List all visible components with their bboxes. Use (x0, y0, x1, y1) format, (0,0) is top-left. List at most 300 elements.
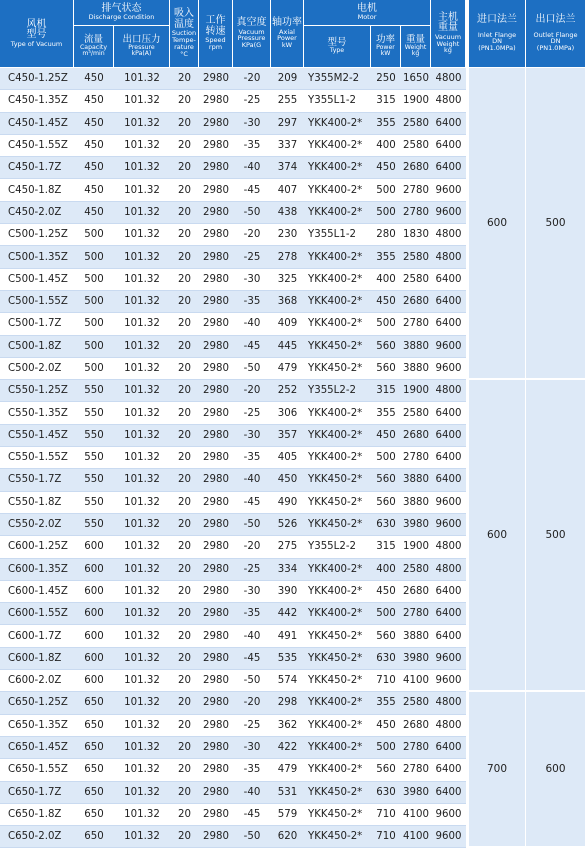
cell-vacuum: -45 (233, 492, 271, 514)
cell-suction-temp: 20 (170, 492, 199, 514)
cell-model: C500-1.7Z (0, 313, 74, 335)
cell-model: C550-1.7Z (0, 469, 74, 491)
cell-axial-power: 325 (271, 269, 304, 291)
cell-main-weight: 6400 (431, 113, 466, 135)
cell-axial-power: 409 (271, 313, 304, 335)
cell-vacuum: -20 (233, 692, 271, 714)
cell-capacity: 450 (74, 113, 114, 135)
cell-inlet-flange: 700 (466, 692, 526, 848)
cell-pressure: 101.32 (114, 358, 170, 380)
cell-axial-power: 278 (271, 246, 304, 268)
cell-main-weight: 9600 (431, 492, 466, 514)
cell-motor-power: 250 (371, 68, 401, 90)
cell-motor-weight: 3980 (401, 648, 431, 670)
cell-vacuum: -25 (233, 90, 271, 112)
cell-speed: 2980 (199, 246, 233, 268)
cell-motor-power: 560 (371, 469, 401, 491)
cell-vacuum: -50 (233, 826, 271, 848)
cell-axial-power: 252 (271, 380, 304, 402)
cell-capacity: 600 (74, 625, 114, 647)
cell-pressure: 101.32 (114, 603, 170, 625)
header-main-weight-zh2: 重量 (438, 22, 458, 34)
cell-model: C600-1.45Z (0, 581, 74, 603)
cell-model: C650-1.45Z (0, 737, 74, 759)
cell-motor-type: Y355M2-2 (304, 68, 371, 90)
cell-motor-power: 450 (371, 425, 401, 447)
cell-speed: 2980 (199, 358, 233, 380)
cell-capacity: 500 (74, 336, 114, 358)
cell-main-weight: 6400 (431, 737, 466, 759)
cell-speed: 2980 (199, 425, 233, 447)
header-suction-zh2: 温度 (174, 18, 194, 30)
cell-speed: 2980 (199, 581, 233, 603)
table-header (0, 0, 586, 68)
cell-motor-weight: 3880 (401, 469, 431, 491)
cell-axial-power: 620 (271, 826, 304, 848)
cell-capacity: 600 (74, 603, 114, 625)
cell-capacity: 500 (74, 358, 114, 380)
cell-motor-type: YKK400-2* (304, 737, 371, 759)
cell-axial-power: 405 (271, 447, 304, 469)
cell-model: C600-1.25Z (0, 536, 74, 558)
cell-axial-power: 362 (271, 715, 304, 737)
table-body (0, 68, 586, 848)
cell-motor-weight: 2780 (401, 603, 431, 625)
cell-pressure: 101.32 (114, 514, 170, 536)
cell-suction-temp: 20 (170, 648, 199, 670)
cell-vacuum: -35 (233, 603, 271, 625)
cell-axial-power: 275 (271, 536, 304, 558)
cell-main-weight: 9600 (431, 202, 466, 224)
cell-main-weight: 6400 (431, 313, 466, 335)
cell-motor-weight: 2680 (401, 581, 431, 603)
cell-vacuum: -50 (233, 514, 271, 536)
cell-motor-weight: 1900 (401, 380, 431, 402)
cell-speed: 2980 (199, 737, 233, 759)
cell-suction-temp: 20 (170, 826, 199, 848)
cell-capacity: 600 (74, 670, 114, 692)
cell-vacuum: -40 (233, 625, 271, 647)
cell-axial-power: 450 (271, 469, 304, 491)
header-discharge-en: Discharge Condition (88, 13, 155, 22)
cell-motor-weight: 3880 (401, 336, 431, 358)
cell-capacity: 550 (74, 492, 114, 514)
cell-model: C550-2.0Z (0, 514, 74, 536)
cell-capacity: 650 (74, 804, 114, 826)
header-weight-en2: kg (411, 50, 420, 58)
cell-motor-type: YKK400-2* (304, 692, 371, 714)
cell-speed: 2980 (199, 380, 233, 402)
table-row (0, 68, 586, 90)
cell-capacity: 550 (74, 380, 114, 402)
cell-model: C600-1.55Z (0, 603, 74, 625)
cell-vacuum: -40 (233, 469, 271, 491)
cell-motor-weight: 2580 (401, 269, 431, 291)
cell-motor-type: Y355L1-2 (304, 224, 371, 246)
cell-capacity: 550 (74, 447, 114, 469)
cell-main-weight: 4800 (431, 692, 466, 714)
cell-motor-type: YKK400-2* (304, 581, 371, 603)
cell-motor-weight: 2580 (401, 246, 431, 268)
cell-main-weight: 4800 (431, 559, 466, 581)
cell-pressure: 101.32 (114, 536, 170, 558)
cell-suction-temp: 20 (170, 313, 199, 335)
header-pressure-en2: kPa(A) (131, 50, 152, 58)
cell-motor-weight: 2780 (401, 202, 431, 224)
cell-axial-power: 230 (271, 224, 304, 246)
cell-main-weight: 4800 (431, 536, 466, 558)
cell-axial-power: 306 (271, 402, 304, 424)
cell-suction-temp: 20 (170, 425, 199, 447)
cell-motor-power: 710 (371, 670, 401, 692)
cell-suction-temp: 20 (170, 469, 199, 491)
header-motor-en: Motor (357, 13, 377, 22)
cell-model: C450-2.0Z (0, 202, 74, 224)
cell-main-weight: 6400 (431, 447, 466, 469)
header-outlet-flange (526, 0, 586, 68)
cell-capacity: 600 (74, 559, 114, 581)
header-axial-en3: kW (281, 41, 293, 50)
header-motor-type-en: Type (329, 47, 345, 55)
header-outlet-en2: DN (550, 37, 561, 46)
cell-vacuum: -25 (233, 246, 271, 268)
cell-outlet-flange: 500 (526, 68, 586, 380)
cell-vacuum: -40 (233, 782, 271, 804)
cell-motor-weight: 1900 (401, 90, 431, 112)
cell-capacity: 450 (74, 135, 114, 157)
cell-main-weight: 6400 (431, 603, 466, 625)
cell-vacuum: -45 (233, 804, 271, 826)
cell-motor-power: 450 (371, 715, 401, 737)
header-suction (170, 0, 199, 68)
cell-capacity: 650 (74, 782, 114, 804)
cell-pressure: 101.32 (114, 157, 170, 179)
cell-capacity: 550 (74, 402, 114, 424)
cell-axial-power: 368 (271, 291, 304, 313)
cell-motor-power: 500 (371, 202, 401, 224)
cell-vacuum: -45 (233, 336, 271, 358)
cell-model: C550-1.55Z (0, 447, 74, 469)
header-main-weight-en3: kg (444, 46, 452, 55)
cell-suction-temp: 20 (170, 202, 199, 224)
cell-vacuum: -30 (233, 425, 271, 447)
cell-speed: 2980 (199, 536, 233, 558)
header-weight-en1: Weight (404, 43, 427, 51)
cell-capacity: 500 (74, 269, 114, 291)
cell-capacity: 450 (74, 157, 114, 179)
cell-motor-type: Y355L1-2 (304, 90, 371, 112)
cell-motor-type: Y355L2-2 (304, 380, 371, 402)
header-outlet-zh: 出口法兰 (535, 14, 576, 26)
cell-speed: 2980 (199, 492, 233, 514)
cell-motor-type: YKK400-2* (304, 313, 371, 335)
cell-motor-weight: 2680 (401, 291, 431, 313)
cell-suction-temp: 20 (170, 224, 199, 246)
cell-motor-type: YKK450-2* (304, 492, 371, 514)
cell-model: C500-1.35Z (0, 246, 74, 268)
cell-motor-type: YKK450-2* (304, 469, 371, 491)
cell-pressure: 101.32 (114, 336, 170, 358)
cell-capacity: 500 (74, 291, 114, 313)
cell-main-weight: 6400 (431, 157, 466, 179)
header-vacuum-en3: KPa(G (241, 41, 262, 50)
header-weight-zh: 重量 (405, 34, 425, 46)
cell-axial-power: 374 (271, 157, 304, 179)
header-motor-power-en2: kW (380, 50, 391, 58)
cell-speed: 2980 (199, 68, 233, 90)
cell-vacuum: -25 (233, 559, 271, 581)
header-speed-en1: Speed (205, 36, 226, 45)
cell-axial-power: 535 (271, 648, 304, 670)
cell-capacity: 650 (74, 692, 114, 714)
cell-suction-temp: 20 (170, 514, 199, 536)
cell-speed: 2980 (199, 692, 233, 714)
cell-main-weight: 6400 (431, 782, 466, 804)
cell-speed: 2980 (199, 135, 233, 157)
cell-motor-power: 630 (371, 514, 401, 536)
cell-axial-power: 357 (271, 425, 304, 447)
cell-main-weight: 9600 (431, 648, 466, 670)
cell-axial-power: 209 (271, 68, 304, 90)
header-capacity (74, 26, 114, 68)
cell-suction-temp: 20 (170, 336, 199, 358)
cell-axial-power: 407 (271, 179, 304, 201)
cell-motor-type: YKK450-2* (304, 648, 371, 670)
cell-motor-power: 500 (371, 737, 401, 759)
header-motor-type (304, 26, 371, 68)
cell-vacuum: -20 (233, 536, 271, 558)
cell-motor-power: 400 (371, 269, 401, 291)
cell-pressure: 101.32 (114, 113, 170, 135)
cell-motor-weight: 2580 (401, 113, 431, 135)
header-motor-zh: 电机 (357, 2, 377, 14)
cell-suction-temp: 20 (170, 358, 199, 380)
cell-main-weight: 9600 (431, 804, 466, 826)
cell-suction-temp: 20 (170, 447, 199, 469)
cell-motor-power: 710 (371, 804, 401, 826)
cell-suction-temp: 20 (170, 179, 199, 201)
cell-axial-power: 479 (271, 358, 304, 380)
cell-vacuum: -50 (233, 358, 271, 380)
cell-axial-power: 334 (271, 559, 304, 581)
cell-pressure: 101.32 (114, 625, 170, 647)
cell-motor-type: YKK450-2* (304, 804, 371, 826)
header-axial-en2: Power (277, 34, 297, 43)
cell-main-weight: 9600 (431, 336, 466, 358)
header-pressure-en1: Pressure (128, 43, 155, 51)
cell-main-weight: 6400 (431, 581, 466, 603)
cell-model: C650-1.8Z (0, 804, 74, 826)
header-main-weight-en1: Vacuum (434, 32, 462, 41)
cell-axial-power: 255 (271, 90, 304, 112)
cell-axial-power: 298 (271, 692, 304, 714)
cell-motor-type: YKK450-2* (304, 782, 371, 804)
header-inlet-en1: Inlet Flange (477, 30, 517, 39)
cell-pressure: 101.32 (114, 224, 170, 246)
cell-model: C500-1.25Z (0, 224, 74, 246)
cell-capacity: 450 (74, 202, 114, 224)
header-motor-type-zh: 型号 (327, 37, 347, 49)
header-vacuum (233, 0, 271, 68)
header-fan-model-en: Type of Vacuum (10, 39, 63, 48)
cell-model: C600-2.0Z (0, 670, 74, 692)
cell-pressure: 101.32 (114, 759, 170, 781)
cell-main-weight: 9600 (431, 670, 466, 692)
cell-axial-power: 490 (271, 492, 304, 514)
cell-suction-temp: 20 (170, 246, 199, 268)
cell-speed: 2980 (199, 514, 233, 536)
cell-pressure: 101.32 (114, 670, 170, 692)
cell-capacity: 500 (74, 246, 114, 268)
cell-motor-weight: 3980 (401, 514, 431, 536)
cell-model: C550-1.8Z (0, 492, 74, 514)
header-suction-en4: °C (180, 49, 188, 58)
cell-main-weight: 4800 (431, 224, 466, 246)
cell-main-weight: 9600 (431, 514, 466, 536)
cell-main-weight: 4800 (431, 246, 466, 268)
header-axial-en1: Axial (279, 27, 295, 36)
cell-motor-power: 400 (371, 559, 401, 581)
cell-motor-weight: 1830 (401, 224, 431, 246)
header-vacuum-en1: Vacuum (238, 27, 265, 36)
cell-main-weight: 6400 (431, 759, 466, 781)
cell-vacuum: -45 (233, 648, 271, 670)
cell-motor-power: 280 (371, 224, 401, 246)
cell-model: C450-1.45Z (0, 113, 74, 135)
cell-speed: 2980 (199, 313, 233, 335)
cell-capacity: 550 (74, 514, 114, 536)
cell-motor-power: 500 (371, 603, 401, 625)
cell-motor-power: 315 (371, 380, 401, 402)
cell-motor-weight: 4100 (401, 670, 431, 692)
cell-main-weight: 4800 (431, 90, 466, 112)
cell-main-weight: 9600 (431, 826, 466, 848)
cell-model: C600-1.35Z (0, 559, 74, 581)
cell-suction-temp: 20 (170, 380, 199, 402)
cell-capacity: 550 (74, 425, 114, 447)
cell-motor-power: 560 (371, 358, 401, 380)
cell-speed: 2980 (199, 202, 233, 224)
cell-motor-power: 560 (371, 625, 401, 647)
cell-motor-type: YKK400-2* (304, 179, 371, 201)
cell-suction-temp: 20 (170, 804, 199, 826)
cell-vacuum: -30 (233, 113, 271, 135)
cell-capacity: 450 (74, 68, 114, 90)
header-motor (304, 0, 431, 26)
cell-model: C650-1.35Z (0, 715, 74, 737)
table-row (0, 380, 586, 402)
cell-vacuum: -35 (233, 759, 271, 781)
header-vacuum-zh: 真空度 (236, 17, 267, 29)
cell-speed: 2980 (199, 269, 233, 291)
cell-model: C450-1.55Z (0, 135, 74, 157)
cell-speed: 2980 (199, 804, 233, 826)
cell-motor-type: YKK400-2* (304, 402, 371, 424)
cell-motor-type: YKK400-2* (304, 559, 371, 581)
cell-pressure: 101.32 (114, 68, 170, 90)
header-inlet-flange (466, 0, 526, 68)
cell-pressure: 101.32 (114, 291, 170, 313)
cell-pressure: 101.32 (114, 826, 170, 848)
cell-model: C500-1.45Z (0, 269, 74, 291)
cell-suction-temp: 20 (170, 269, 199, 291)
cell-motor-weight: 2580 (401, 559, 431, 581)
cell-motor-weight: 1900 (401, 536, 431, 558)
cell-capacity: 650 (74, 715, 114, 737)
cell-suction-temp: 20 (170, 291, 199, 313)
cell-speed: 2980 (199, 670, 233, 692)
cell-axial-power: 531 (271, 782, 304, 804)
cell-suction-temp: 20 (170, 759, 199, 781)
cell-axial-power: 579 (271, 804, 304, 826)
cell-motor-power: 560 (371, 336, 401, 358)
cell-pressure: 101.32 (114, 269, 170, 291)
header-suction-en1: Suction (171, 29, 197, 38)
cell-suction-temp: 20 (170, 625, 199, 647)
cell-pressure: 101.32 (114, 380, 170, 402)
header-main-weight-en2: Weight (436, 39, 460, 48)
cell-pressure: 101.32 (114, 135, 170, 157)
cell-motor-power: 450 (371, 581, 401, 603)
cell-pressure: 101.32 (114, 425, 170, 447)
cell-pressure: 101.32 (114, 90, 170, 112)
header-fan-model (0, 0, 74, 68)
cell-pressure: 101.32 (114, 402, 170, 424)
cell-motor-weight: 2780 (401, 179, 431, 201)
cell-pressure: 101.32 (114, 581, 170, 603)
cell-motor-weight: 2780 (401, 313, 431, 335)
cell-motor-power: 315 (371, 90, 401, 112)
cell-speed: 2980 (199, 782, 233, 804)
cell-axial-power: 422 (271, 737, 304, 759)
cell-speed: 2980 (199, 559, 233, 581)
cell-motor-power: 355 (371, 402, 401, 424)
cell-suction-temp: 20 (170, 603, 199, 625)
cell-main-weight: 6400 (431, 135, 466, 157)
cell-motor-type: YKK450-2* (304, 336, 371, 358)
cell-suction-temp: 20 (170, 737, 199, 759)
cell-motor-power: 450 (371, 157, 401, 179)
header-speed (199, 0, 233, 68)
cell-main-weight: 6400 (431, 269, 466, 291)
header-suction-en3: rature (174, 43, 194, 51)
cell-model: C650-1.7Z (0, 782, 74, 804)
cell-speed: 2980 (199, 291, 233, 313)
cell-speed: 2980 (199, 113, 233, 135)
cell-capacity: 650 (74, 826, 114, 848)
cell-speed: 2980 (199, 826, 233, 848)
cell-pressure: 101.32 (114, 648, 170, 670)
cell-main-weight: 6400 (431, 402, 466, 424)
cell-pressure: 101.32 (114, 559, 170, 581)
cell-motor-power: 710 (371, 826, 401, 848)
cell-main-weight: 4800 (431, 380, 466, 402)
header-pressure (114, 26, 170, 68)
cell-suction-temp: 20 (170, 715, 199, 737)
cell-suction-temp: 20 (170, 68, 199, 90)
header-capacity-zh: 流量 (83, 34, 103, 46)
cell-motor-power: 560 (371, 492, 401, 514)
cell-speed: 2980 (199, 179, 233, 201)
header-capacity-en2: m³/min (82, 50, 105, 58)
cell-motor-weight: 2780 (401, 759, 431, 781)
cell-motor-weight: 3880 (401, 492, 431, 514)
cell-model: C550-1.25Z (0, 380, 74, 402)
header-outlet-en1: Outlet Flange (533, 30, 578, 39)
cell-suction-temp: 20 (170, 90, 199, 112)
cell-motor-type: YKK400-2* (304, 291, 371, 313)
cell-suction-temp: 20 (170, 113, 199, 135)
